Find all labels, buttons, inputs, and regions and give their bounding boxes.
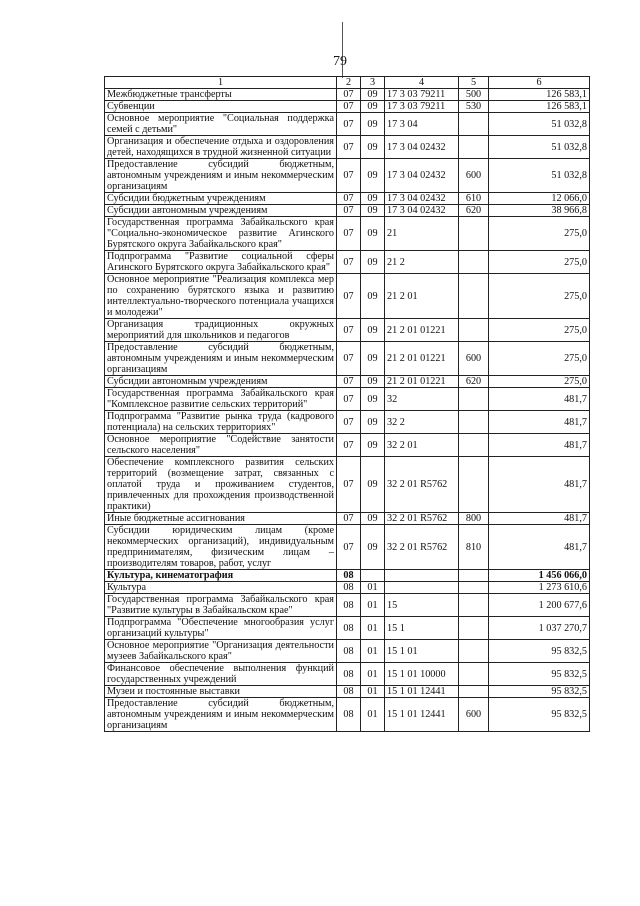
row-amount: 51 032,8: [489, 159, 590, 193]
row-subsection-code: 09: [361, 274, 385, 319]
row-expense-type: 810: [459, 525, 489, 570]
row-subsection-code: 01: [361, 686, 385, 698]
row-target-article: 15 1 01 12441: [385, 698, 459, 732]
table-row: [105, 411, 590, 434]
row-expense-type: 600: [459, 698, 489, 732]
table-row: [105, 582, 590, 594]
row-expense-type: [459, 251, 489, 274]
table-row: [105, 217, 590, 251]
row-section-code: 08: [337, 594, 361, 617]
row-expense-type: [459, 594, 489, 617]
table-row: [105, 570, 590, 582]
row-expense-type: 620: [459, 205, 489, 217]
row-subsection-code: 09: [361, 205, 385, 217]
table-row: [105, 640, 590, 663]
row-name-cell: Субсидии бюджетным учреждениям: [105, 193, 337, 205]
table-row: [105, 698, 590, 732]
page-number: 79: [333, 54, 347, 69]
row-amount: 275,0: [489, 274, 590, 319]
row-name-cell: Подпрограмма "Развитие рынка труда (кадрового потенциала) на сельских территориях": [105, 411, 337, 434]
row-amount: 95 832,5: [489, 640, 590, 663]
row-amount: 1 200 677,6: [489, 594, 590, 617]
row-amount: 481,7: [489, 525, 590, 570]
row-subsection-code: 09: [361, 217, 385, 251]
row-expense-type: [459, 570, 489, 582]
row-amount: 1 273 610,6: [489, 582, 590, 594]
row-amount: 126 583,1: [489, 101, 590, 113]
column-number-row: [105, 77, 590, 89]
row-subsection-code: 09: [361, 525, 385, 570]
row-expense-type: 530: [459, 101, 489, 113]
row-amount: 51 032,8: [489, 113, 590, 136]
table-row: [105, 525, 590, 570]
table-row: [105, 101, 590, 113]
row-section-code: 07: [337, 205, 361, 217]
row-amount: 275,0: [489, 251, 590, 274]
row-section-code: 07: [337, 89, 361, 101]
row-target-article: 32 2 01 R5762: [385, 513, 459, 525]
row-expense-type: [459, 640, 489, 663]
budget-table: [104, 76, 590, 732]
row-name-cell: Организация и обеспечение отдыха и оздоровления детей, находящихся в трудной жизненной ситуации: [105, 136, 337, 159]
column-header: 5: [459, 77, 489, 89]
row-expense-type: [459, 136, 489, 159]
row-name-cell: Финансовое обеспечение выполнения функций государственных учреждений: [105, 663, 337, 686]
table-row: [105, 113, 590, 136]
column-header: 3: [361, 77, 385, 89]
row-name-cell: Государственная программа Забайкальского края "Комплексное развитие сельских территорий": [105, 388, 337, 411]
row-section-code: 08: [337, 686, 361, 698]
column-header: 4: [385, 77, 459, 89]
row-section-code: 07: [337, 388, 361, 411]
row-amount: 481,7: [489, 457, 590, 513]
row-subsection-code: 09: [361, 113, 385, 136]
row-name-cell: Основное мероприятие "Реализация комплекса мер по сохранению бурятского языка и развитию интеллектуально-творческого потенциала учащихся и молодежи": [105, 274, 337, 319]
row-target-article: 15 1 01 12441: [385, 686, 459, 698]
row-expense-type: [459, 686, 489, 698]
row-amount: 275,0: [489, 342, 590, 376]
row-amount: 95 832,5: [489, 663, 590, 686]
row-subsection-code: 01: [361, 698, 385, 732]
row-expense-type: [459, 617, 489, 640]
row-target-article: 32 2 01: [385, 434, 459, 457]
row-target-article: 15 1 01 10000: [385, 663, 459, 686]
row-target-article: 21 2 01 01221: [385, 342, 459, 376]
row-expense-type: [459, 434, 489, 457]
row-subsection-code: [361, 570, 385, 582]
row-name-cell: Предоставление субсидий бюджетным, автономным учреждениям и иным некоммерческим организациям: [105, 159, 337, 193]
row-subsection-code: 01: [361, 640, 385, 663]
row-subsection-code: 09: [361, 388, 385, 411]
row-amount: 126 583,1: [489, 89, 590, 101]
row-section-code: 08: [337, 663, 361, 686]
row-expense-type: [459, 388, 489, 411]
row-target-article: 32 2: [385, 411, 459, 434]
row-subsection-code: 09: [361, 319, 385, 342]
row-expense-type: 600: [459, 342, 489, 376]
row-section-code: 08: [337, 570, 361, 582]
row-target-article: 17 3 03 79211: [385, 89, 459, 101]
row-expense-type: [459, 663, 489, 686]
row-section-code: 08: [337, 617, 361, 640]
row-name-cell: Организация традиционных окружных мероприятий для школьников и педагогов: [105, 319, 337, 342]
table-row: [105, 319, 590, 342]
row-section-code: 07: [337, 342, 361, 376]
row-name-cell: Культура, кинематография: [105, 570, 337, 582]
column-header: 6: [489, 77, 590, 89]
row-expense-type: 800: [459, 513, 489, 525]
table-row: [105, 594, 590, 617]
row-section-code: 07: [337, 411, 361, 434]
row-target-article: 21 2 01 01221: [385, 376, 459, 388]
row-name-cell: Субвенции: [105, 101, 337, 113]
row-expense-type: [459, 582, 489, 594]
row-section-code: 07: [337, 217, 361, 251]
row-subsection-code: 09: [361, 251, 385, 274]
table-row: [105, 376, 590, 388]
row-name-cell: Субсидии юридическим лицам (кроме некоммерческих организаций), индивидуальным предпринимателям, физическим лицам – производителям товаров, работ, услуг: [105, 525, 337, 570]
row-target-article: 21 2 01 01221: [385, 319, 459, 342]
row-target-article: 17 3 03 79211: [385, 101, 459, 113]
row-name-cell: Государственная программа Забайкальского края "Развитие культуры в Забайкальском крае": [105, 594, 337, 617]
table-row: [105, 251, 590, 274]
row-name-cell: Музеи и постоянные выставки: [105, 686, 337, 698]
row-name-cell: Основное мероприятие "Организация деятельности музеев Забайкальского края": [105, 640, 337, 663]
table-row: [105, 617, 590, 640]
row-target-article: 15 1 01: [385, 640, 459, 663]
row-section-code: 08: [337, 698, 361, 732]
table-row: [105, 159, 590, 193]
column-header: 2: [337, 77, 361, 89]
row-target-article: 32 2 01 R5762: [385, 457, 459, 513]
row-section-code: 08: [337, 640, 361, 663]
row-amount: 275,0: [489, 376, 590, 388]
table-row: [105, 434, 590, 457]
row-expense-type: 610: [459, 193, 489, 205]
row-subsection-code: 09: [361, 159, 385, 193]
row-amount: 481,7: [489, 434, 590, 457]
row-amount: 481,7: [489, 513, 590, 525]
row-expense-type: [459, 274, 489, 319]
row-amount: 1 037 270,7: [489, 617, 590, 640]
row-target-article: 21 2: [385, 251, 459, 274]
column-header: 1: [105, 77, 337, 89]
row-amount: 275,0: [489, 319, 590, 342]
row-subsection-code: 09: [361, 434, 385, 457]
row-expense-type: [459, 411, 489, 434]
row-target-article: [385, 582, 459, 594]
row-subsection-code: 09: [361, 136, 385, 159]
row-target-article: 15 1: [385, 617, 459, 640]
row-section-code: 07: [337, 113, 361, 136]
row-subsection-code: 01: [361, 594, 385, 617]
row-amount: 481,7: [489, 411, 590, 434]
row-section-code: 07: [337, 513, 361, 525]
row-name-cell: Подпрограмма "Развитие социальной сферы Агинского Бурятского округа Забайкальского края": [105, 251, 337, 274]
table-row: [105, 274, 590, 319]
row-target-article: 21 2 01: [385, 274, 459, 319]
row-amount: 1 456 066,0: [489, 570, 590, 582]
row-target-article: 17 3 04 02432: [385, 159, 459, 193]
table-row: [105, 205, 590, 217]
table-row: [105, 388, 590, 411]
table-row: [105, 457, 590, 513]
row-subsection-code: 01: [361, 617, 385, 640]
row-section-code: 07: [337, 376, 361, 388]
row-amount: 12 066,0: [489, 193, 590, 205]
row-name-cell: Субсидии автономным учреждениям: [105, 205, 337, 217]
row-expense-type: 620: [459, 376, 489, 388]
row-section-code: 07: [337, 319, 361, 342]
row-subsection-code: 09: [361, 193, 385, 205]
row-target-article: 17 3 04 02432: [385, 205, 459, 217]
row-section-code: 07: [337, 274, 361, 319]
row-subsection-code: 01: [361, 582, 385, 594]
table-row: [105, 513, 590, 525]
row-name-cell: Обеспечение комплексного развития сельских территорий (возмещение затрат, связанных с оплатой труда и проживанием студентов, привлеченных для прохождения производственной практики): [105, 457, 337, 513]
row-section-code: 07: [337, 434, 361, 457]
row-section-code: 07: [337, 251, 361, 274]
row-target-article: 15: [385, 594, 459, 617]
row-amount: 51 032,8: [489, 136, 590, 159]
table-row: [105, 663, 590, 686]
row-subsection-code: 09: [361, 457, 385, 513]
row-target-article: 32 2 01 R5762: [385, 525, 459, 570]
row-expense-type: 600: [459, 159, 489, 193]
row-name-cell: Межбюджетные трансферты: [105, 89, 337, 101]
row-section-code: 08: [337, 582, 361, 594]
row-name-cell: Предоставление субсидий бюджетным, автономным учреждениям и иным некоммерческим организациям: [105, 698, 337, 732]
table-row: [105, 193, 590, 205]
row-amount: 38 966,8: [489, 205, 590, 217]
row-name-cell: Субсидии автономным учреждениям: [105, 376, 337, 388]
row-expense-type: 500: [459, 89, 489, 101]
row-name-cell: Культура: [105, 582, 337, 594]
row-subsection-code: 09: [361, 89, 385, 101]
row-target-article: 17 3 04 02432: [385, 136, 459, 159]
row-name-cell: Государственная программа Забайкальского края "Социально-экономическое развитие Агинского Бурятского округа Забайкальского края": [105, 217, 337, 251]
row-subsection-code: 09: [361, 376, 385, 388]
row-subsection-code: 01: [361, 663, 385, 686]
row-name-cell: Основное мероприятие "Социальная поддержка семей с детьми": [105, 113, 337, 136]
row-name-cell: Подпрограмма "Обеспечение многообразия услуг организаций культуры": [105, 617, 337, 640]
table-row: [105, 686, 590, 698]
table-row: [105, 342, 590, 376]
row-name-cell: Иные бюджетные ассигнования: [105, 513, 337, 525]
row-expense-type: [459, 457, 489, 513]
row-target-article: [385, 570, 459, 582]
row-target-article: 17 3 04 02432: [385, 193, 459, 205]
row-target-article: 21: [385, 217, 459, 251]
row-amount: 275,0: [489, 217, 590, 251]
table-row: [105, 89, 590, 101]
row-section-code: 07: [337, 159, 361, 193]
row-section-code: 07: [337, 193, 361, 205]
row-subsection-code: 09: [361, 513, 385, 525]
row-section-code: 07: [337, 457, 361, 513]
row-target-article: 32: [385, 388, 459, 411]
row-subsection-code: 09: [361, 101, 385, 113]
row-amount: 481,7: [489, 388, 590, 411]
row-amount: 95 832,5: [489, 698, 590, 732]
row-expense-type: [459, 319, 489, 342]
row-name-cell: Основное мероприятие "Содействие занятости сельского населения": [105, 434, 337, 457]
row-target-article: 17 3 04: [385, 113, 459, 136]
table-row: [105, 136, 590, 159]
row-section-code: 07: [337, 101, 361, 113]
row-section-code: 07: [337, 136, 361, 159]
row-amount: 95 832,5: [489, 686, 590, 698]
row-expense-type: [459, 113, 489, 136]
row-subsection-code: 09: [361, 411, 385, 434]
row-subsection-code: 09: [361, 342, 385, 376]
row-name-cell: Предоставление субсидий бюджетным, автономным учреждениям и иным некоммерческим организациям: [105, 342, 337, 376]
row-section-code: 07: [337, 525, 361, 570]
row-expense-type: [459, 217, 489, 251]
